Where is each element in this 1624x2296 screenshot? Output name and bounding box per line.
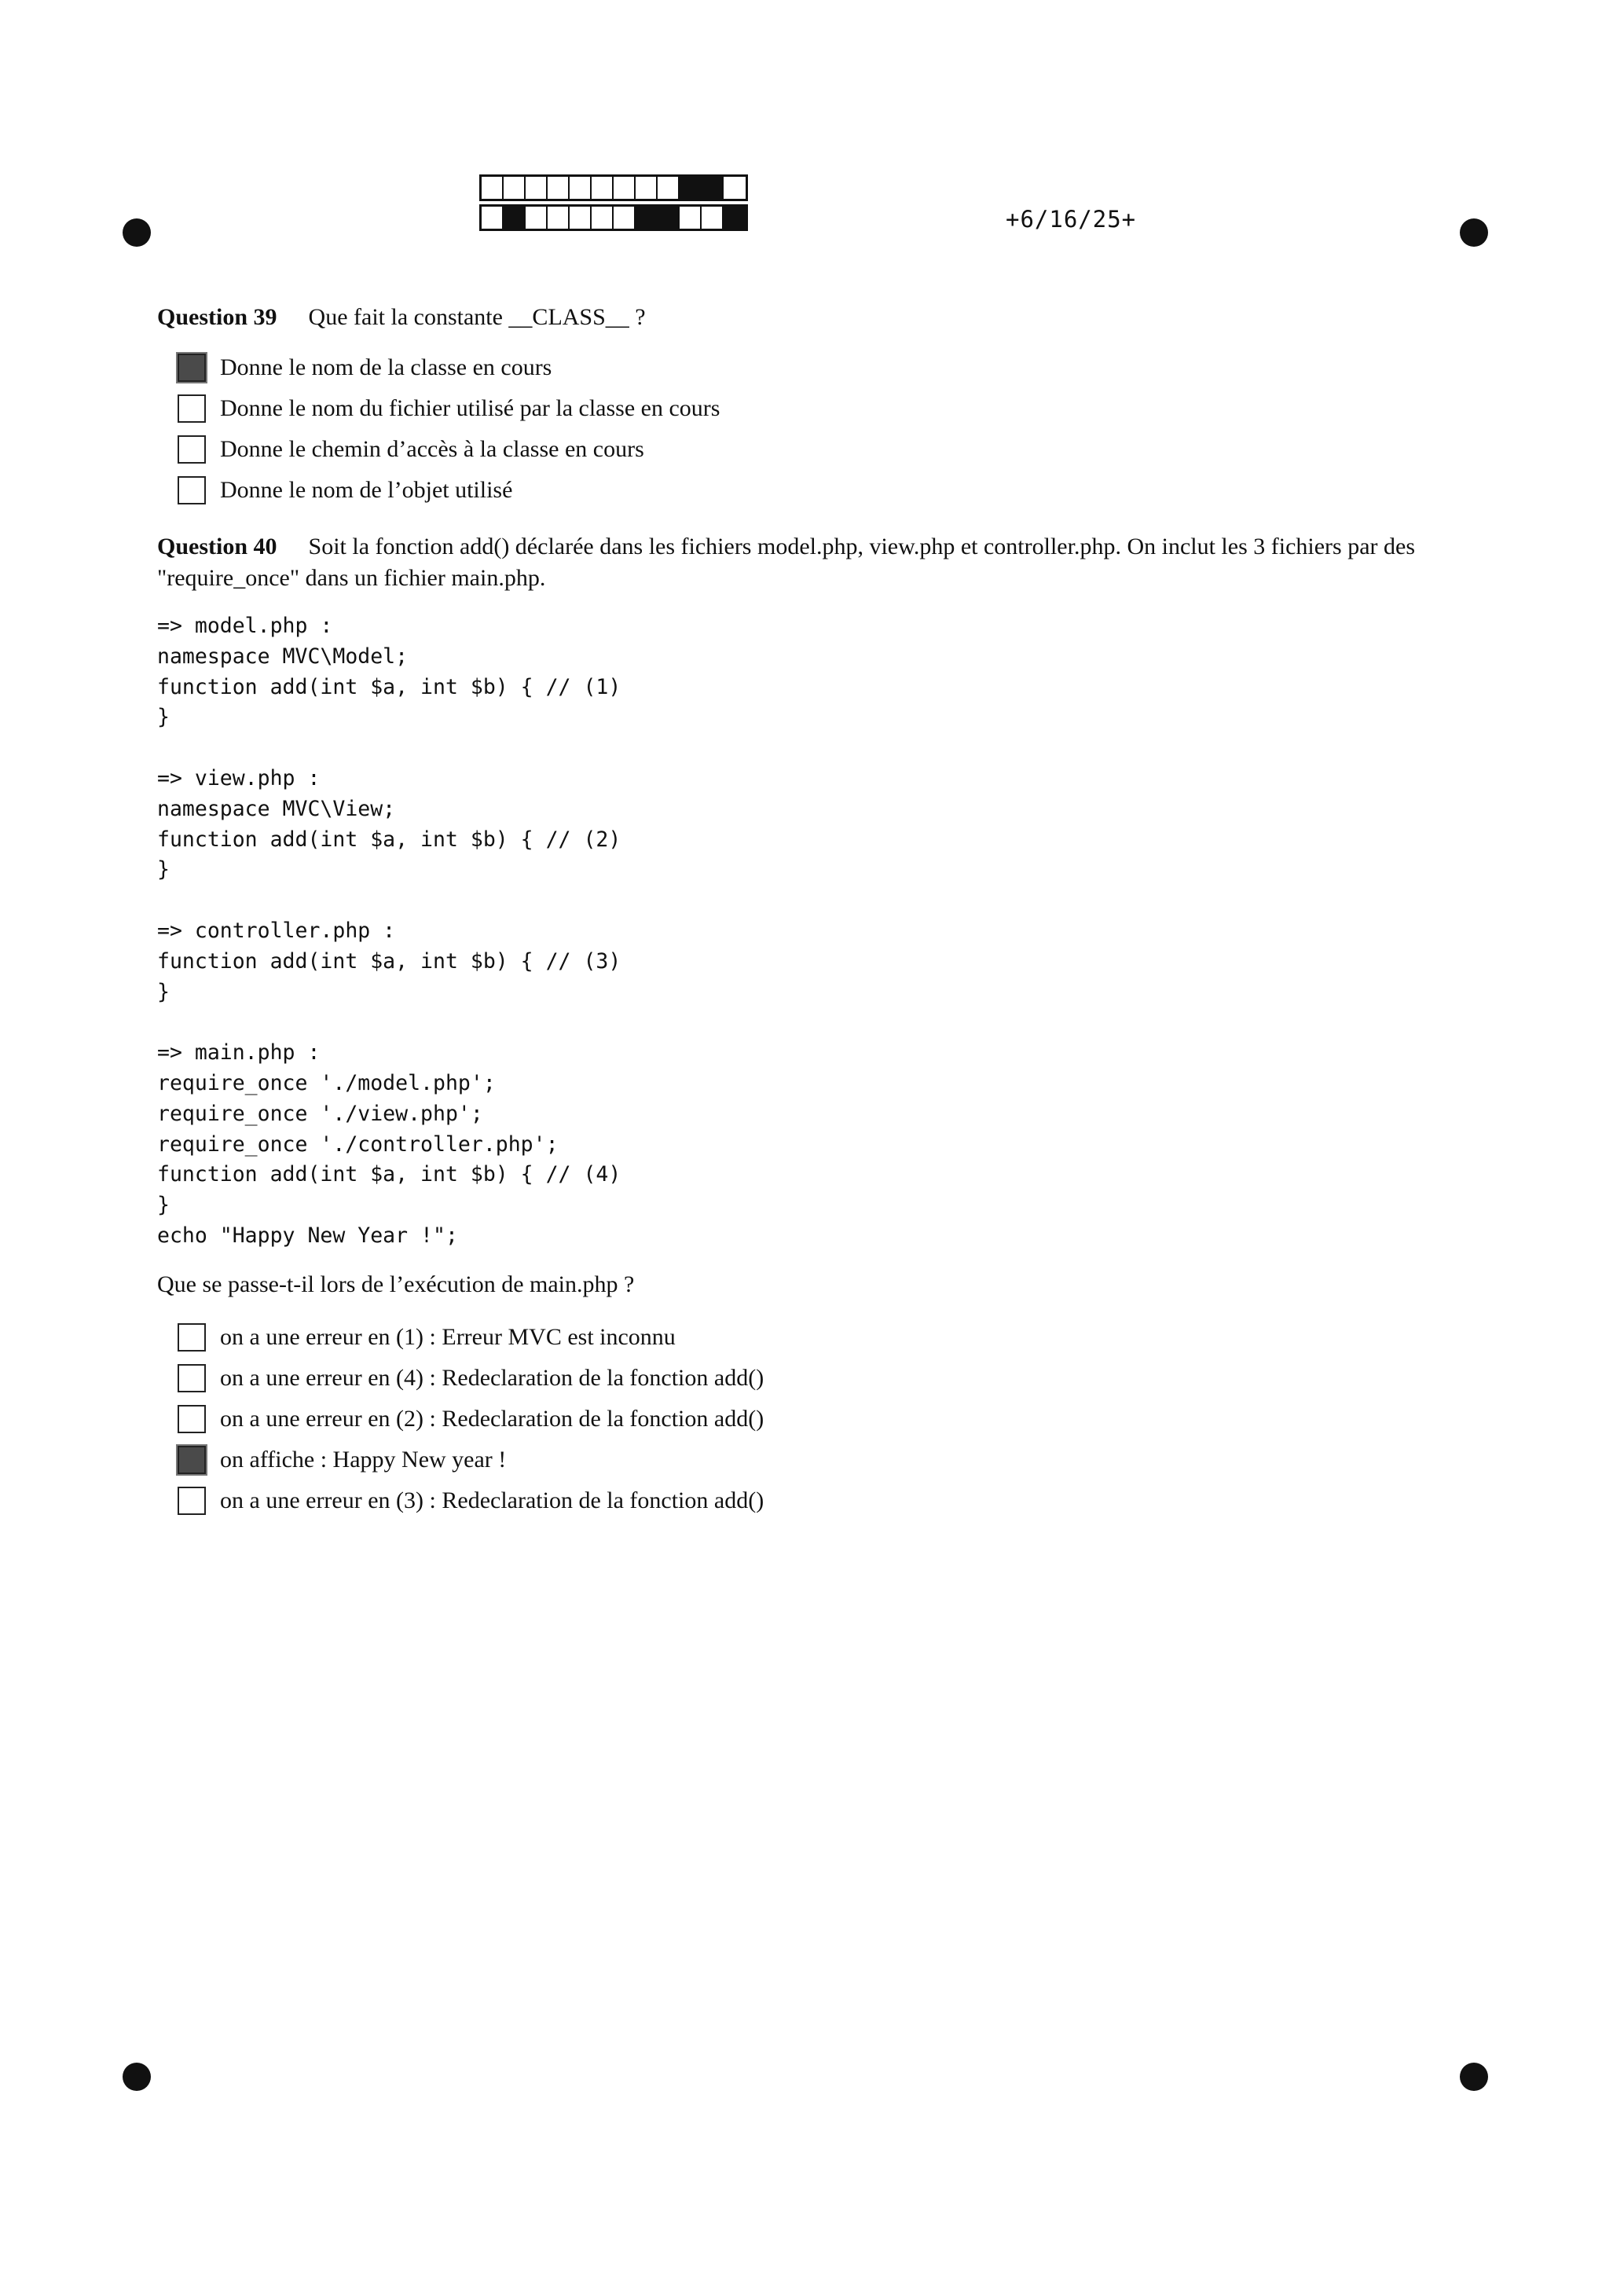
code-line: echo "Happy New Year !"; xyxy=(157,1223,458,1248)
code-cell xyxy=(680,207,702,229)
code-cell xyxy=(636,177,658,199)
code-line: => view.php : xyxy=(157,765,321,790)
code-cell xyxy=(548,207,570,229)
code-line: => controller.php : xyxy=(157,918,396,943)
answer-option[interactable] xyxy=(178,1484,764,1518)
code-cell xyxy=(504,207,526,229)
code-cell xyxy=(724,177,746,199)
code-line xyxy=(157,1007,621,1038)
checkbox[interactable] xyxy=(178,1487,206,1515)
code-cell xyxy=(680,177,702,199)
binary-code-row-1 xyxy=(479,174,748,201)
answer-option[interactable] xyxy=(178,1443,506,1477)
code-line: } xyxy=(157,1193,170,1218)
answer-option[interactable] xyxy=(178,473,512,508)
code-line: } xyxy=(157,857,170,882)
question-39-text: Que fait la constante __CLASS__ ? xyxy=(308,304,646,330)
sheet-id: +6/16/25+ xyxy=(1006,206,1137,233)
answer-text: on a une erreur en (2) : Redeclaration de la fonction add() xyxy=(220,1406,764,1432)
code-line: function add(int $a, int $b) { // (4) xyxy=(157,1162,621,1187)
code-line: } xyxy=(157,979,170,1004)
code-cell xyxy=(570,207,592,229)
checkbox[interactable] xyxy=(178,1364,206,1392)
code-cell xyxy=(636,207,658,229)
registration-mark-top-right xyxy=(1460,218,1488,247)
answer-text: Donne le chemin d’accès à la classe en cours xyxy=(220,436,644,462)
answer-text: Donne le nom de l’objet utilisé xyxy=(220,477,513,503)
code-cell xyxy=(658,177,680,199)
answer-text: on affiche : Happy New year ! xyxy=(220,1447,507,1473)
registration-mark-bottom-right xyxy=(1460,2063,1488,2091)
code-line: require_once './controller.php'; xyxy=(157,1131,559,1157)
code-cell xyxy=(482,177,504,199)
code-cell xyxy=(614,177,636,199)
code-line xyxy=(157,733,621,764)
question-40-label: Question 40 xyxy=(157,534,277,559)
checked-box[interactable] xyxy=(178,354,206,382)
question-39-label: Question 39 xyxy=(157,304,277,330)
checkbox[interactable] xyxy=(178,435,206,464)
checkbox[interactable] xyxy=(178,476,206,504)
question-40-heading xyxy=(157,531,1461,594)
answer-option[interactable] xyxy=(178,1402,764,1436)
code-cell xyxy=(702,207,724,229)
code-cell xyxy=(592,207,614,229)
binary-code-row-2 xyxy=(479,204,748,231)
code-cell xyxy=(548,177,570,199)
code-line: function add(int $a, int $b) { // (3) xyxy=(157,948,621,974)
checkbox[interactable] xyxy=(178,394,206,423)
answer-option[interactable] xyxy=(178,350,552,385)
code-listing xyxy=(157,611,621,1252)
code-line: namespace MVC\View; xyxy=(157,796,396,821)
code-cell xyxy=(592,177,614,199)
code-line xyxy=(157,886,621,916)
code-cell xyxy=(504,177,526,199)
code-cell xyxy=(614,207,636,229)
question-40-prompt: Que se passe-t-il lors de l’exécution de main.php ? xyxy=(157,1271,635,1297)
registration-mark-bottom-left xyxy=(123,2063,151,2091)
checkbox[interactable] xyxy=(178,1323,206,1352)
code-cell xyxy=(724,207,746,229)
answer-text: on a une erreur en (4) : Redeclaration de la fonction add() xyxy=(220,1365,764,1391)
code-line: function add(int $a, int $b) { // (1) xyxy=(157,674,621,699)
answer-text: on a une erreur en (1) : Erreur MVC est inconnu xyxy=(220,1324,676,1350)
code-cell xyxy=(482,207,504,229)
question-40-text: Soit la fonction add() déclarée dans les fichiers model.php, view.php et controller.php. On inclut les 3 fichiers par des "require_once" dans un fichier main.php. xyxy=(157,534,1416,591)
answer-option[interactable] xyxy=(178,391,720,426)
code-line: function add(int $a, int $b) { // (2) xyxy=(157,827,621,852)
checked-box[interactable] xyxy=(178,1446,206,1474)
code-line: require_once './model.php'; xyxy=(157,1070,496,1095)
answer-text: Donne le nom de la classe en cours xyxy=(220,354,552,380)
answer-text: Donne le nom du fichier utilisé par la classe en cours xyxy=(220,395,720,421)
code-line: => main.php : xyxy=(157,1040,321,1065)
code-cell xyxy=(702,177,724,199)
answer-text: on a une erreur en (3) : Redeclaration de la fonction add() xyxy=(220,1487,764,1513)
code-line: namespace MVC\Model; xyxy=(157,644,409,669)
code-line: } xyxy=(157,705,170,730)
question-39-heading xyxy=(157,302,646,333)
code-line: => model.php : xyxy=(157,614,333,638)
checkbox[interactable] xyxy=(178,1405,206,1433)
answer-option[interactable] xyxy=(178,1320,676,1355)
answer-option[interactable] xyxy=(178,1361,764,1396)
code-line: require_once './view.php'; xyxy=(157,1101,483,1126)
registration-mark-top-left xyxy=(123,218,151,247)
code-cell xyxy=(526,177,548,199)
code-cell xyxy=(526,207,548,229)
code-cell xyxy=(658,207,680,229)
answer-option[interactable] xyxy=(178,432,644,467)
code-cell xyxy=(570,177,592,199)
